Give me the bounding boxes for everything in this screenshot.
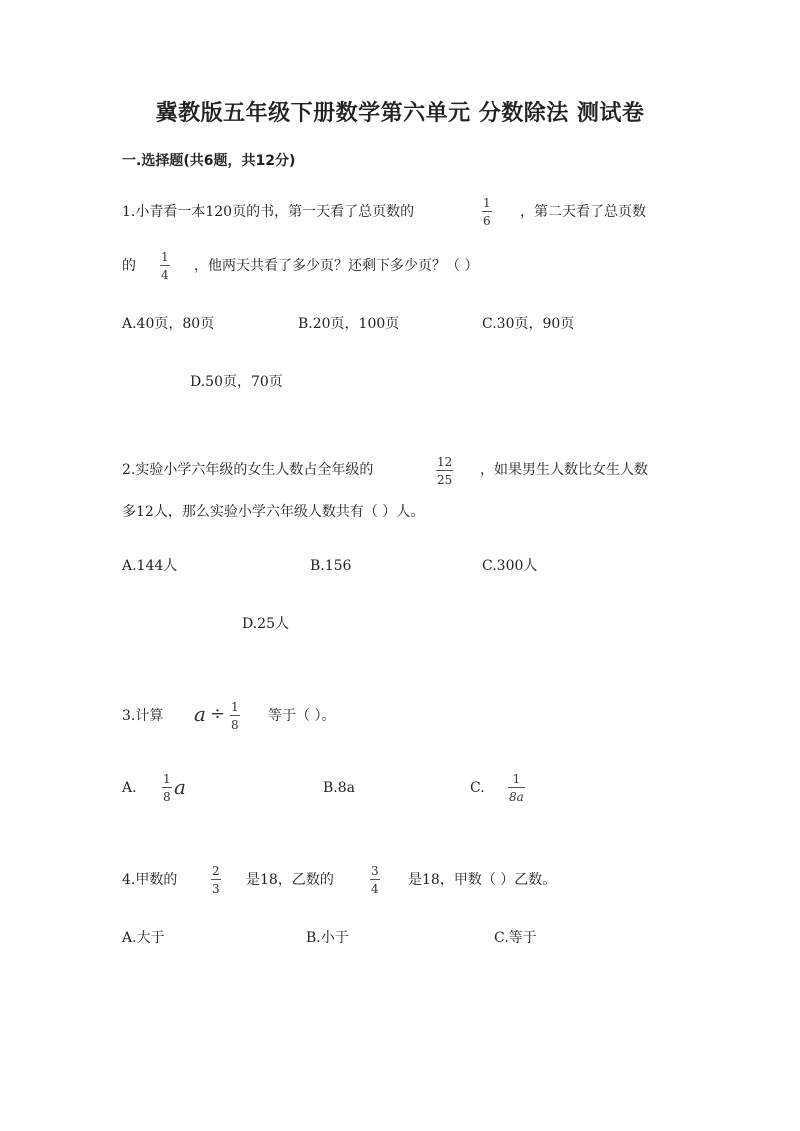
q3-option-b[interactable]: B.8a — [323, 780, 355, 796]
q2-frac-denominator: 25 — [437, 473, 453, 487]
q4-frac2-denominator: 4 — [371, 882, 379, 896]
q4-text-part3: 是18，甲数（ ）乙数。 — [408, 872, 557, 888]
q4-frac1-numerator: 2 — [212, 864, 220, 878]
q3-option-a-fraction[interactable] — [162, 772, 172, 804]
q4-frac2-numerator: 3 — [371, 864, 379, 878]
q3-optA-denominator: 8 — [163, 790, 171, 804]
page-title: 冀教版五年级下册数学第六单元 分数除法 测试卷 — [155, 101, 645, 126]
q3-fraction-one-eighth — [230, 700, 240, 732]
q2-fraction-twelve-twentyfifths — [436, 455, 453, 487]
q3-option-c-fraction[interactable] — [508, 772, 525, 804]
q1-frac2-denominator: 4 — [161, 268, 169, 282]
q1-option-b[interactable]: B.20页，100页 — [298, 316, 400, 332]
q1-option-d[interactable]: D.50页，70页 — [190, 374, 283, 390]
q2-option-d[interactable]: D.25人 — [242, 616, 289, 632]
q2-option-b[interactable]: B.156 — [310, 558, 352, 574]
q4-fraction-two-thirds — [211, 864, 221, 896]
fraction-bar — [211, 879, 221, 880]
fraction-bar — [508, 787, 525, 788]
q3-text-suffix: 等于（ ）。 — [268, 708, 336, 724]
fraction-bar — [162, 787, 172, 788]
q3-variable-a: a — [194, 702, 206, 726]
q3-optC-numerator: 1 — [512, 772, 521, 786]
q3-optA-numerator: 1 — [163, 772, 171, 786]
q1-frac1-denominator: 6 — [483, 214, 491, 228]
q4-text-part2: 是18，乙数的 — [246, 872, 334, 888]
fraction-bar — [436, 470, 453, 471]
q1-frac1-numerator: 1 — [483, 196, 491, 210]
q3-divide-sign: ÷ — [210, 703, 226, 724]
q1-text-line1b: ，第二天看了总页数 — [520, 204, 646, 220]
q3-option-a-label[interactable]: A. — [122, 780, 137, 796]
q4-frac1-denominator: 3 — [212, 882, 220, 896]
q4-option-a[interactable]: A.大于 — [122, 930, 165, 946]
q1-fraction-one-sixth — [482, 196, 492, 228]
q1-option-a[interactable]: A.40页，80页 — [122, 316, 215, 332]
q3-option-a-variable: a — [174, 775, 186, 799]
q2-text-line2: 多12人，那么实验小学六年级人数共有（ ）人。 — [122, 504, 425, 520]
q1-text-line2a: 的 — [122, 258, 136, 274]
q2-text-line1b: ，如果男生人数比女生人数 — [480, 462, 648, 478]
q3-text-prefix: 3.计算 — [122, 708, 164, 724]
fraction-bar — [482, 211, 492, 212]
q1-option-c[interactable]: C.30页，90页 — [482, 316, 575, 332]
q2-text-line1a: 2.实验小学六年级的女生人数占全年级的 — [122, 462, 374, 478]
q4-fraction-three-fourths — [370, 864, 380, 896]
fraction-bar — [230, 715, 240, 716]
q3-optC-denominator: 8a — [509, 790, 524, 804]
q3-option-c-label[interactable]: C. — [470, 780, 485, 796]
q2-option-c[interactable]: C.300人 — [482, 558, 538, 574]
q1-text-line2b: ，他两天共看了多少页？还剩下多少页？（ ） — [194, 258, 479, 274]
q1-frac2-numerator: 1 — [161, 250, 169, 264]
q1-text-line1a: 1.小青看一本120页的书，第一天看了总页数的 — [122, 204, 415, 220]
q3-frac-numerator: 1 — [231, 700, 239, 714]
q2-option-a[interactable]: A.144人 — [122, 558, 178, 574]
q2-frac-numerator: 12 — [437, 455, 453, 469]
q3-frac-denominator: 8 — [231, 718, 239, 732]
q4-text-part1: 4.甲数的 — [122, 872, 178, 888]
section-heading-choice: 一.选择题(共6题，共12分) — [122, 153, 296, 169]
q1-fraction-one-fourth — [160, 250, 170, 282]
fraction-bar — [160, 265, 170, 266]
fraction-bar — [370, 879, 380, 880]
q4-option-c[interactable]: C.等于 — [494, 930, 537, 946]
q4-option-b[interactable]: B.小于 — [306, 930, 349, 946]
